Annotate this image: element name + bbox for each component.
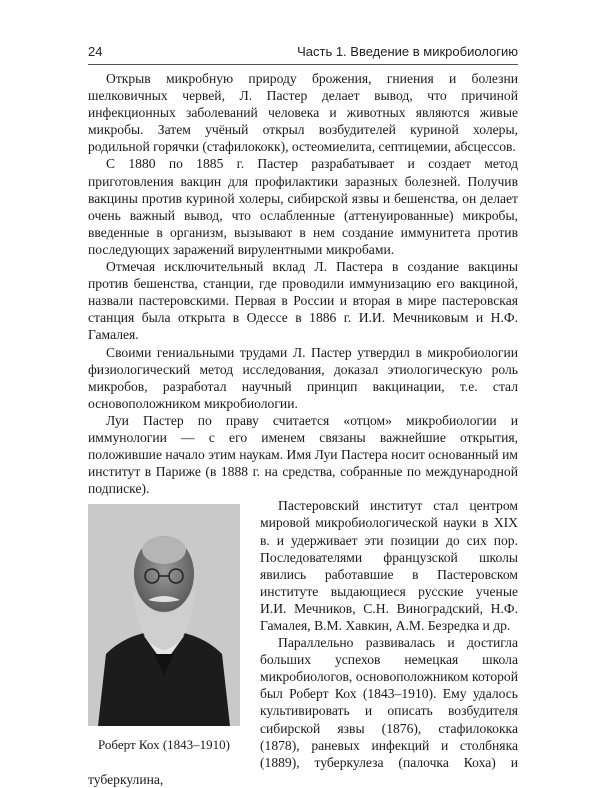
paragraph: Параллельно развивалась и достигла больших успехов немецкая школа микробиологов, основоположником которой был Роберт Кох (1843–1910). Ему удалось культивировать и описать возбудителя сибирской язвы (1876), стафилококка (1878), раневых инфекций и столбняка (1889), туберкулеза (палочка Коха) и туберкулина,: [88, 635, 518, 787]
page-number: 24: [88, 44, 103, 59]
figure-caption: Роберт Кох (1843–1910): [98, 737, 230, 753]
paragraph: Пастеровский институт стал центром мировой микробиологической науки в XIX в. и удерживает эти позиции до сих пор. Последователями французской школы явились работавшие в Пастеровском институте выдающиеся русские ученые И.И. Мечников, С.Н. Виноградский, Н.Ф. Гамалея, В.М. Хавкин, А.М. Безредка и др.: [260, 498, 518, 633]
paragraph: С 1880 по 1885 г. Пастер разрабатывает и создает метод приготовления вакцин для профилактики заразных болезней. Получив вакцины против куриной холеры, сибирской язвы и бешенства, он делает очень важный вывод, что ослабленные (аттенуированные) микробы, введенные в организм, вызывают в нем создание иммунитета против последующих заражений вирулентными микробами.: [88, 156, 518, 257]
paragraph: Луи Пастер по праву считается «отцом» микробиологии и иммунологии — с его именем связаны важнейшие открытия, положившие начало этим наукам. Имя Луи Пастера носит основанный им институт в Париже (в 1888 г. на средства, собранные по международной подписке).: [88, 412, 518, 497]
koch-portrait-photo: [88, 504, 240, 726]
portrait-figure: [88, 500, 248, 760]
body-text: [88, 70, 518, 788]
paragraph: Своими гениальными трудами Л. Пастер утвердил в микробиологии физиологический метод исследования, доказал этиологическую роль микробов, разработал научный принцип вакцинации, т.е. стал основоположником микробиологии.: [88, 344, 518, 411]
header-rule: [88, 64, 518, 65]
running-head: Часть 1. Введение в микробиологию: [297, 44, 518, 59]
page-header: [88, 42, 518, 62]
portrait-illustration: [88, 504, 240, 726]
paragraph: Отмечая исключительный вклад Л. Пастера в создание вакцины против бешенства, станции, где проводили иммунизацию его вакциной, назвали пастеровскими. Первая в России и вторая в мире пастеровская станция была открыта в Одессе в 1886 г. И.И. Мечниковым и Н.Ф. Гамалея.: [88, 259, 518, 343]
paragraph: Открыв микробную природу брожения, гниения и болезни шелковичных червей, Л. Пастер делает вывод, что причиной инфекционных заболеваний человека и животных являются живые микробы. Затем учёный открыл возбудителей куриной холеры, родильной горячки (стафилококк), остеомиелита, септицемии, абсцессов.: [88, 71, 518, 155]
